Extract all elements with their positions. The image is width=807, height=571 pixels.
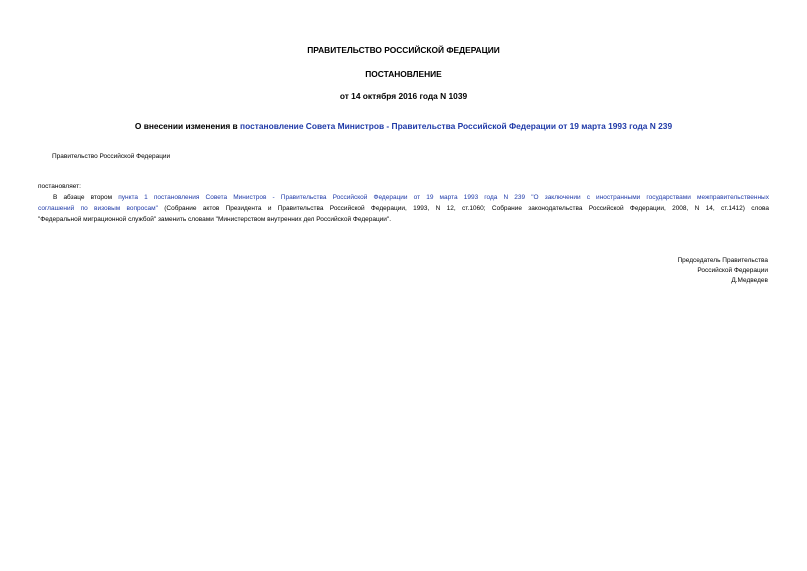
document-title: [0, 121, 807, 132]
source-citation: (Собрание актов Президента и Правительства Российской Федерации, 1993, N 12, ст.1060; Собрание законодательства Российской Федерации, 2008, N 14, ст.1412) слова: [157, 205, 769, 212]
document-type-heading: ПОСТАНОВЛЕНИЕ: [365, 69, 442, 79]
signature-position-line1: Председатель Правительства: [677, 257, 768, 264]
intro-text: Правительство Российской Федерации: [52, 153, 171, 160]
date-number-heading: от 14 октября 2016 года N 1039: [339, 91, 468, 101]
paragraph-line-3: "Федеральной миграционной службой" заменить словами "Министерством внутренних дел Российской Федерации".: [38, 216, 392, 223]
title-link[interactable]: постановление Совета Министров - Правительства Российской Федерации от 19 марта 1993 года N 239: [240, 121, 673, 131]
decree-text: постановляет:: [38, 183, 81, 190]
clause-link[interactable]: пункта 1 постановления Совета Министров - Правительства Российской Федерации от 19 марта 1993 года N 239 "О заключении с иностранными государствами межправительственных: [118, 194, 769, 201]
paragraph-lead: В абзаце втором: [53, 194, 119, 201]
paragraph-line-1: [38, 192, 769, 203]
signature-position-line2: Российской Федерации: [697, 267, 768, 274]
clause-link-continued[interactable]: соглашений по визовым вопросам": [38, 205, 158, 212]
paragraph-line-2: [38, 203, 769, 214]
signatory-name: Д.Медведев: [731, 277, 768, 284]
title-prefix: О внесении изменения в: [134, 121, 241, 131]
government-heading: ПРАВИТЕЛЬСТВО РОССИЙСКОЙ ФЕДЕРАЦИИ: [307, 45, 500, 55]
amendment-paragraph: [38, 192, 769, 225]
